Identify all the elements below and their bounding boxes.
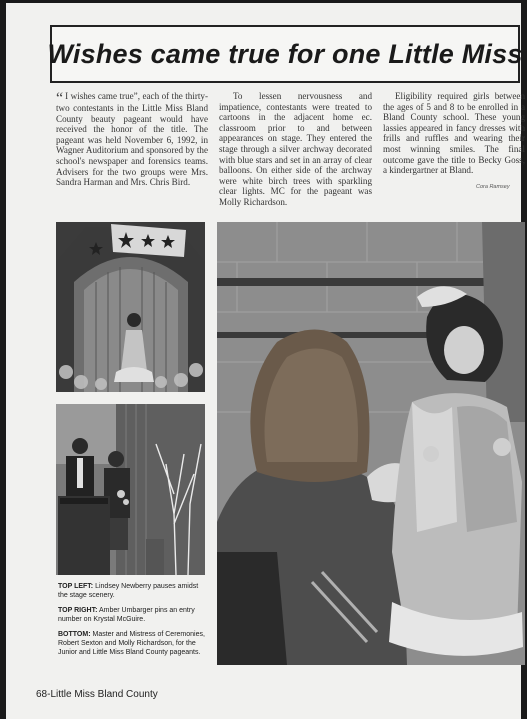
caption-bottom [58, 631, 208, 657]
caption-text: Master and Mistress of Ceremonies, Robert Sexton and Molly Richardson, for the Junior and Little Miss Bland County pageants. [58, 631, 205, 656]
caption-top-left [58, 583, 208, 600]
photo-credit: Cora Ramsey [476, 184, 510, 190]
headline-box [47, 25, 523, 83]
article-column-2: To lessen nervousness and impatience, contestants were treated to cartoons in the adjacent home ec. classroom prior to and between appearances on stage. They entered the stage through a silver archway decorated with blue stars and set in an array of clear balloons. On either side of the archway were white birch trees with sparkling clear lights. MC for the pageant was Molly Richardson. [219, 91, 372, 207]
caption-label: BOTTOM: [58, 631, 91, 639]
caption-top-right [58, 607, 208, 624]
photo-bottom-left [56, 404, 205, 575]
photo-top-right-image [217, 222, 525, 665]
headline: Wishes came true for one Little Miss [47, 38, 523, 69]
caption-label: TOP RIGHT: [58, 607, 98, 615]
photo-captions [58, 583, 208, 664]
article-column-1-text: I wishes came true”, each of the thirty-two contestants in the Little Miss Bland County beauty pageant would have received the honor of the title. The pageant was held November 6, 1992, in Wagner Auditorium and sponsored by the school's newspaper and forensics teams. Advisers for the two groups were Mrs. Sandra Harman and Mrs. Chris Bird. [56, 91, 208, 188]
opening-quote: “ [56, 90, 64, 107]
photo-top-left-image [56, 222, 205, 392]
caption-label: TOP LEFT: [58, 583, 94, 590]
page-folio: 68-Little Miss Bland County [36, 689, 158, 700]
photo-bottom-left-image [56, 404, 205, 575]
photo-top-left [56, 222, 205, 392]
article-column-1 [56, 91, 208, 188]
caption-text: Lindsey Newberry pauses amidst the stage scenery. [58, 583, 199, 599]
article-column-3: Eligibility required girls between the ages of 5 and 8 to be enrolled in a Bland County school. These young lassies appeared in fancy dresses with frills and ruffles and wearing their most winning smiles. The final outcome gave the title to Becky Goss, a kindergartner at Bland. [383, 91, 525, 176]
photo-top-right [217, 222, 525, 665]
caption-text: Amber Umbarger pins an entry number on Krystal McGuire. [58, 607, 195, 623]
